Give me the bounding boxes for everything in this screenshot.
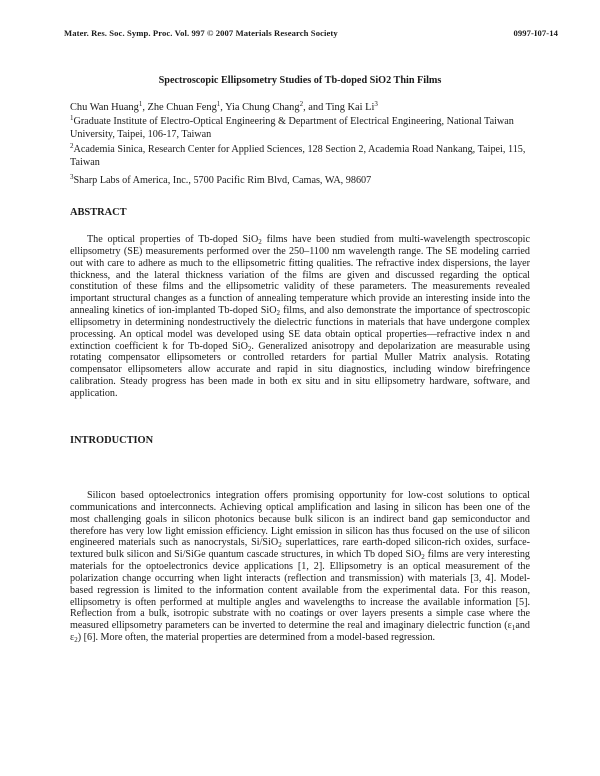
affiliation-marker: 2: [299, 100, 304, 108]
abstract-text: The optical properties of Tb-doped SiO: [87, 234, 259, 245]
affiliation-marker: 3: [70, 173, 74, 181]
subscript: 2: [278, 541, 282, 550]
affiliation-marker: 1: [138, 100, 143, 108]
abstract-heading: ABSTRACT: [70, 207, 127, 218]
author-name: Chu Wan Huang: [70, 102, 139, 113]
abstract-text: . Generalized anisotropy and depolarization are measurable using rotating compensator ellipsometers or controlled retarders for partial Muller Matrix analysis. Rotating compensator ellipsometers allow accurate and rapid in situ diagnostics, including window birefringence calibration. Steady progress has been made in both ex situ and in situ ellipsometry hardware, software, and application.: [70, 340, 530, 399]
affiliation-text: Sharp Labs of America, Inc., 5700 Pacific Rim Blvd, Camas, WA, 98607: [73, 175, 372, 186]
subscript: 2: [258, 238, 262, 246]
introduction-heading: INTRODUCTION: [70, 435, 154, 446]
subscript: 2: [421, 553, 425, 562]
subscript: 1: [511, 624, 516, 633]
title-text: Spectroscopic Ellipsometry Studies of Tb-doped SiO2 Thin Films: [158, 75, 442, 86]
author-name: , and Ting Kai Li: [303, 102, 375, 113]
affiliation-marker: 3: [374, 100, 378, 108]
affiliation-marker: 2: [70, 142, 74, 150]
abstract-text: films, and also demonstrate the importance of spectroscopic ellipsometry in determining nondestructively the dielectric functions in materials that have undergone complex processing. An optical model was developed using SE data obtain optical properties—refractive index n and extinction coefficient k for Tb-doped SiO: [70, 305, 530, 352]
subscript: 2: [276, 309, 281, 318]
journal-header: Mater. Res. Soc. Symp. Proc. Vol. 997 © 2007 Materials Research Society: [64, 28, 338, 38]
subscript: 2: [74, 636, 78, 645]
intro-text: ) [6]. More often, the material properties are determined from a model-based regression.: [77, 632, 436, 644]
affiliation-marker: 1: [216, 100, 221, 108]
intro-text: films are very interesting materials for the optoelectronics device applications [1, 2]. Ellipsometry is an optical measurement of the polarization change occurring when light interacts (reflection and transmission) with materials [3, 4]. Model-based regression is limited to the information content available from the experimental data. For this reason, ellipsometry is often performed at multiple angles and wavelengths to increase the available information [5]. Reflection from a bulk, isotropic substrate with no coatings or over layers presents a simple case where the measured ellipsometry parameters can be inverted to determine the real and imaginary dielectric function (ε: [70, 549, 530, 632]
introduction-paragraph: [70, 490, 530, 644]
affiliation-3: [70, 174, 550, 187]
paper-id: 0997-I07-14: [513, 28, 558, 38]
paper-title: [0, 75, 600, 86]
affiliation-marker: 1: [70, 114, 74, 122]
affiliation-2: [70, 143, 550, 170]
affiliation-text: Academia Sinica, Research Center for Applied Sciences, 128 Section 2, Academia Road Nankang, Taipei, 115, Taiwan: [70, 144, 526, 169]
abstract-paragraph: [70, 234, 530, 400]
intro-text: superlattices, rare earth-doped silicon-rich oxides, surface-textured bulk silicon and Si/SiGe quantum cascade structures, in which Tb doped SiO: [70, 537, 530, 561]
intro-text: Silicon based optoelectronics integration offers promising opportunity for low-cost solutions to optical communications and interconnects. Achieving optical amplification and lasing in silicon has been one of the most challenging goals in silicon photonics because bulk silicon is an indirect band gap semiconductor and therefore has very low light emission efficiency. Light emission in silicon has thus focused on the use of silicon engineered materials such as nanocrystals, Si/SiO: [70, 490, 530, 549]
author-name: , Zhe Chuan Feng: [142, 102, 217, 113]
author-list: [70, 101, 550, 115]
abstract-text: films have been studied from multi-wavelength spectroscopic ellipsometry (SE) measurements performed over the 250–1100 nm wavelength range. The SE modeling carried out with care to adhere as much to the ellipsometric fitting qualities. The refractive index dispersions, the layer thickness, and the lateral thickness variation of the films are given and discussed regarding the optical constitution of these films and the ellipsometric validity of these parameters. The measurements revealed important structural changes as a function of annealing temperature which provide an interesting inside into the annealing kinetics of ion-implanted Tb-doped SiO: [70, 234, 530, 317]
author-name: , Yia Chung Chang: [220, 102, 300, 113]
affiliation-text: Graduate Institute of Electro-Optical Engineering & Department of Electrical Engineering, National Taiwan University, Taipei, 106-17, Taiwan: [70, 116, 514, 141]
subscript: 2: [247, 344, 252, 353]
affiliation-1: [70, 115, 550, 142]
intro-text: and ε: [70, 620, 530, 644]
